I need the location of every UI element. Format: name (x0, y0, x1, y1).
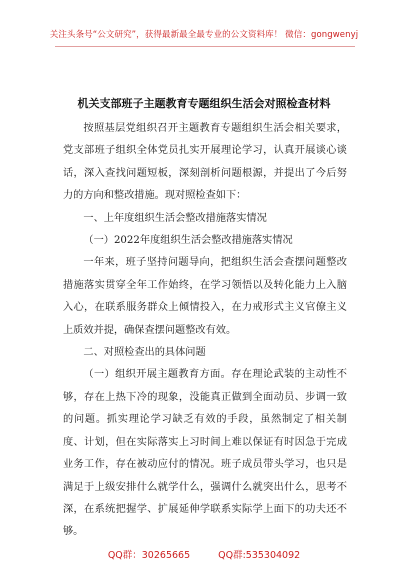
paragraph-2-1: （一）组织开展主题教育方面。存在理论武装的主动性不够，存在上热下冷的现象，没能真正做到全面动员、步调一致的问题。抓实理论学习缺乏有效的手段，虽然制定了相关制度、计划，但在实际落实上习时间上难以保证有时因急于完成业务工作，存在被动应付的情况。班子成员带头学习，也只是满足于上级安排什么就学什么，强调什么就突出什么，思考不深，在系统把握学、扩展延伸学联系实际学上面下的功夫还不够。 (63, 369, 347, 538)
document-title: 机关支部班子主题教育专题组织生活会对照检查材料 (77, 97, 331, 110)
footer-qq-group-2: QQ群:535304092 (218, 550, 301, 561)
section-heading-2: 二、对照检查出的具体问题 (83, 347, 206, 359)
footer-qq-group-1: QQ群：30265665 (107, 550, 191, 561)
subsection-heading-1-1: （一）2022年度组织生活会整改措施落实情况 (83, 235, 293, 247)
header-banner: 关注头条号“公文研究”，获得最新最全最专业的公文资料库！ 微信：gongwenyj (49, 30, 359, 40)
document-body (63, 118, 347, 544)
paragraph-1-1: 一年来，班子坚持问题导向，把组织生活会查摆问题整改措施落实贯穿全年工作始终，在学习领悟以及转化能力上入脑入心，在联系服务群众上倾情投入，在力戒形式主义官僚主义上质效并提，确保查摆问题整改有效。 (63, 257, 347, 336)
paragraph-intro: 按照基层党组织召开主题教育专题组织生活会相关要求，党支部班子组织全体党员扎实开展理论学习，认真开展谈心谈话，深入查找问题短板，深刻剖析问题根源，并提出了今后努力的方向和整改措施。现对照检查如下： (63, 123, 347, 202)
header-divider (55, 46, 355, 47)
footer-contact (0, 547, 408, 561)
section-heading-1: 一、上年度组织生活会整改措施落实情况 (83, 212, 267, 224)
